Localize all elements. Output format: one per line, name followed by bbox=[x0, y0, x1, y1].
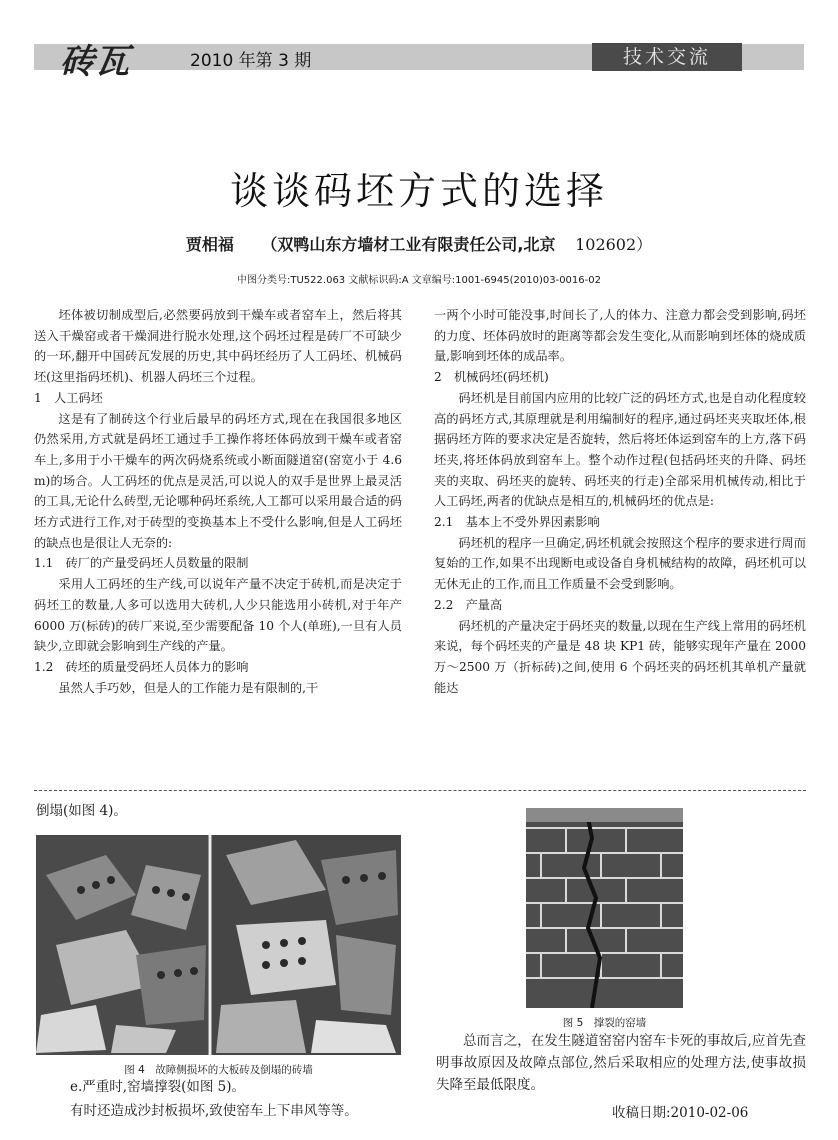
subsection-heading: 1.1 砖厂的产量受码坯人员数量的限制 bbox=[34, 556, 249, 571]
section-heading: 2 机械码坯(码坯机) bbox=[434, 370, 549, 385]
received-date: 收稿日期:2010-02-06 bbox=[612, 1105, 749, 1121]
paragraph: 虽然人手巧妙，但是人的工作能力是有限制的,干 bbox=[58, 680, 319, 695]
paragraph: 这是有了制砖这个行业后最早的码坯方式,现在在我国很多地区仍然采用,方式就是码坯工通过手工操作将坯体码放到干燥车或者窑车上,多用于小干燥车的两次码烧系统或小断面隧道窑(窑宽小于 4.6 m)的场合。人工码坯的优点是灵活,可以说人的双手是世界上最灵活的工具,无论什么砖型,无论哪种码坯系统,人工都可以采用最合适的码坯方式进行工作,对于砖型的变换基本上不受什么影响,但是人工码坯的缺点也是很让人无奈的: bbox=[34, 411, 402, 550]
paragraph: 码坯机的产量决定于码坯夹的数量,以现在生产线上常用的码坯机来说，每个码坯夹的产量是 48 块 KP1 砖，能够实现年产量在 2000 万～2500 万（折标砖)之间,使用 6 个码坯夹的码坯机其单机产量就能达 bbox=[434, 618, 806, 695]
figure-4-photo bbox=[36, 835, 401, 1055]
paragraph: 码坯机是目前国内应用的比较广泛的码坯方式,也是自动化程度较高的码坯方式,其原理就是利用编制好的程序,通过码坯夹夹取坯体,根据码坯方阵的要求决定是否旋转，然后将坯体运到窑车的上方,落下码坯夹,将坯体码放到窑车上。整个动作过程(包括码坯夹的升降、码坯夹的夹取、码坯夹的旋转、码坯夹的行走)全部采用机械传动,相比于人工码坯,两者的优缺点是相互的,机械码坯的优点是: bbox=[434, 390, 806, 509]
collapse-text: 倒塌(如图 4)。 bbox=[36, 803, 127, 819]
article-title: 谈谈码坯方式的选择 bbox=[229, 169, 608, 213]
zip-code: 102602） bbox=[575, 235, 653, 254]
paragraph: 采用人工码坯的生产线,可以说年产量不决定于砖机,而是决定于码坯工的数量,人多可以选用大砖机,人少只能选用小砖机,对于年产 6000 万(标砖)的砖厂来说,至少需要配备 10 个人(单班),一旦有人员缺少,立即就会影响到生产线的产量。 bbox=[34, 577, 402, 654]
left-column bbox=[34, 305, 402, 698]
broken-bricks-image bbox=[36, 835, 401, 1055]
paragraph: 一两个小时可能没事,时间长了,人的体力、注意力都会受到影响,码坯的力度、坯体码放时的距离等都会发生变化,从而影响到坯体的烧成质量,影响到坯体的成品率。 bbox=[434, 308, 806, 364]
section-heading: 1 人工码坯 bbox=[34, 390, 103, 405]
author-name: 贾相福 bbox=[185, 235, 234, 254]
subsection-heading: 2.2 产量高 bbox=[434, 597, 503, 612]
subsection-heading: 1.2 砖坯的质量受码坯人员体力的影响 bbox=[34, 659, 249, 674]
figure-4-caption: 图 4 故障侧损坏的大板砖及倒塌的砖墙 bbox=[124, 1064, 313, 1076]
paragraph: 码坯机的程序一旦确定,码坯机就会按照这个程序的要求进行周而复始的工作,如果不出现断电或设备自身机械结构的故障，码坯机可以无休无止的工作,而且工作质量不会受到影响。 bbox=[434, 535, 806, 592]
right-column bbox=[434, 305, 806, 698]
affiliation: （双鸭山东方墙材工业有限责任公司,北京 bbox=[261, 235, 556, 254]
cut-divider bbox=[34, 790, 806, 791]
paragraph: 坯体被切制成型后,必然要码放到干燥车或者窑车上，然后将其送入干燥窑或者干燥洞进行脱水处理,这个码坯过程是砖厂不可缺少的一环,翻开中国砖瓦发展的历史,其中码坯经历了人工码坯、机械码坯(这里指码坯机)、机器人码坯三个过程。 bbox=[34, 308, 402, 385]
classification-line: 中图分类号:TU522.063 文献标识码:A 文章编号:1001-6945(2010)03-0016-02 bbox=[237, 275, 601, 286]
conclusion-paragraph: 总而言之，在发生隧道窑窑内窑车卡死的事故后,应首先查明事故原因及故障点部位,然后采取相应的处理方法,使事故损失降至最低限度。 bbox=[436, 1033, 806, 1093]
journal-logo: 砖瓦 bbox=[60, 42, 130, 82]
section-tag: 技术交流 bbox=[592, 43, 742, 71]
figure-5-photo bbox=[526, 808, 683, 1008]
figure-5-caption: 图 5 撑裂的窑墙 bbox=[562, 1017, 647, 1029]
cracked-kiln-wall-image bbox=[526, 808, 683, 1008]
subsection-heading: 2.1 基本上不受外界因素影响 bbox=[434, 515, 600, 530]
item-e: e.严重时,窑墙撑裂(如图 5)。 bbox=[70, 1079, 245, 1095]
issue-label: 2010 年第 3 期 bbox=[190, 51, 312, 71]
sand-seal-text: 有时还造成沙封板损坏,致使窑车上下串风等等。 bbox=[70, 1103, 358, 1119]
author-line bbox=[0, 232, 838, 255]
